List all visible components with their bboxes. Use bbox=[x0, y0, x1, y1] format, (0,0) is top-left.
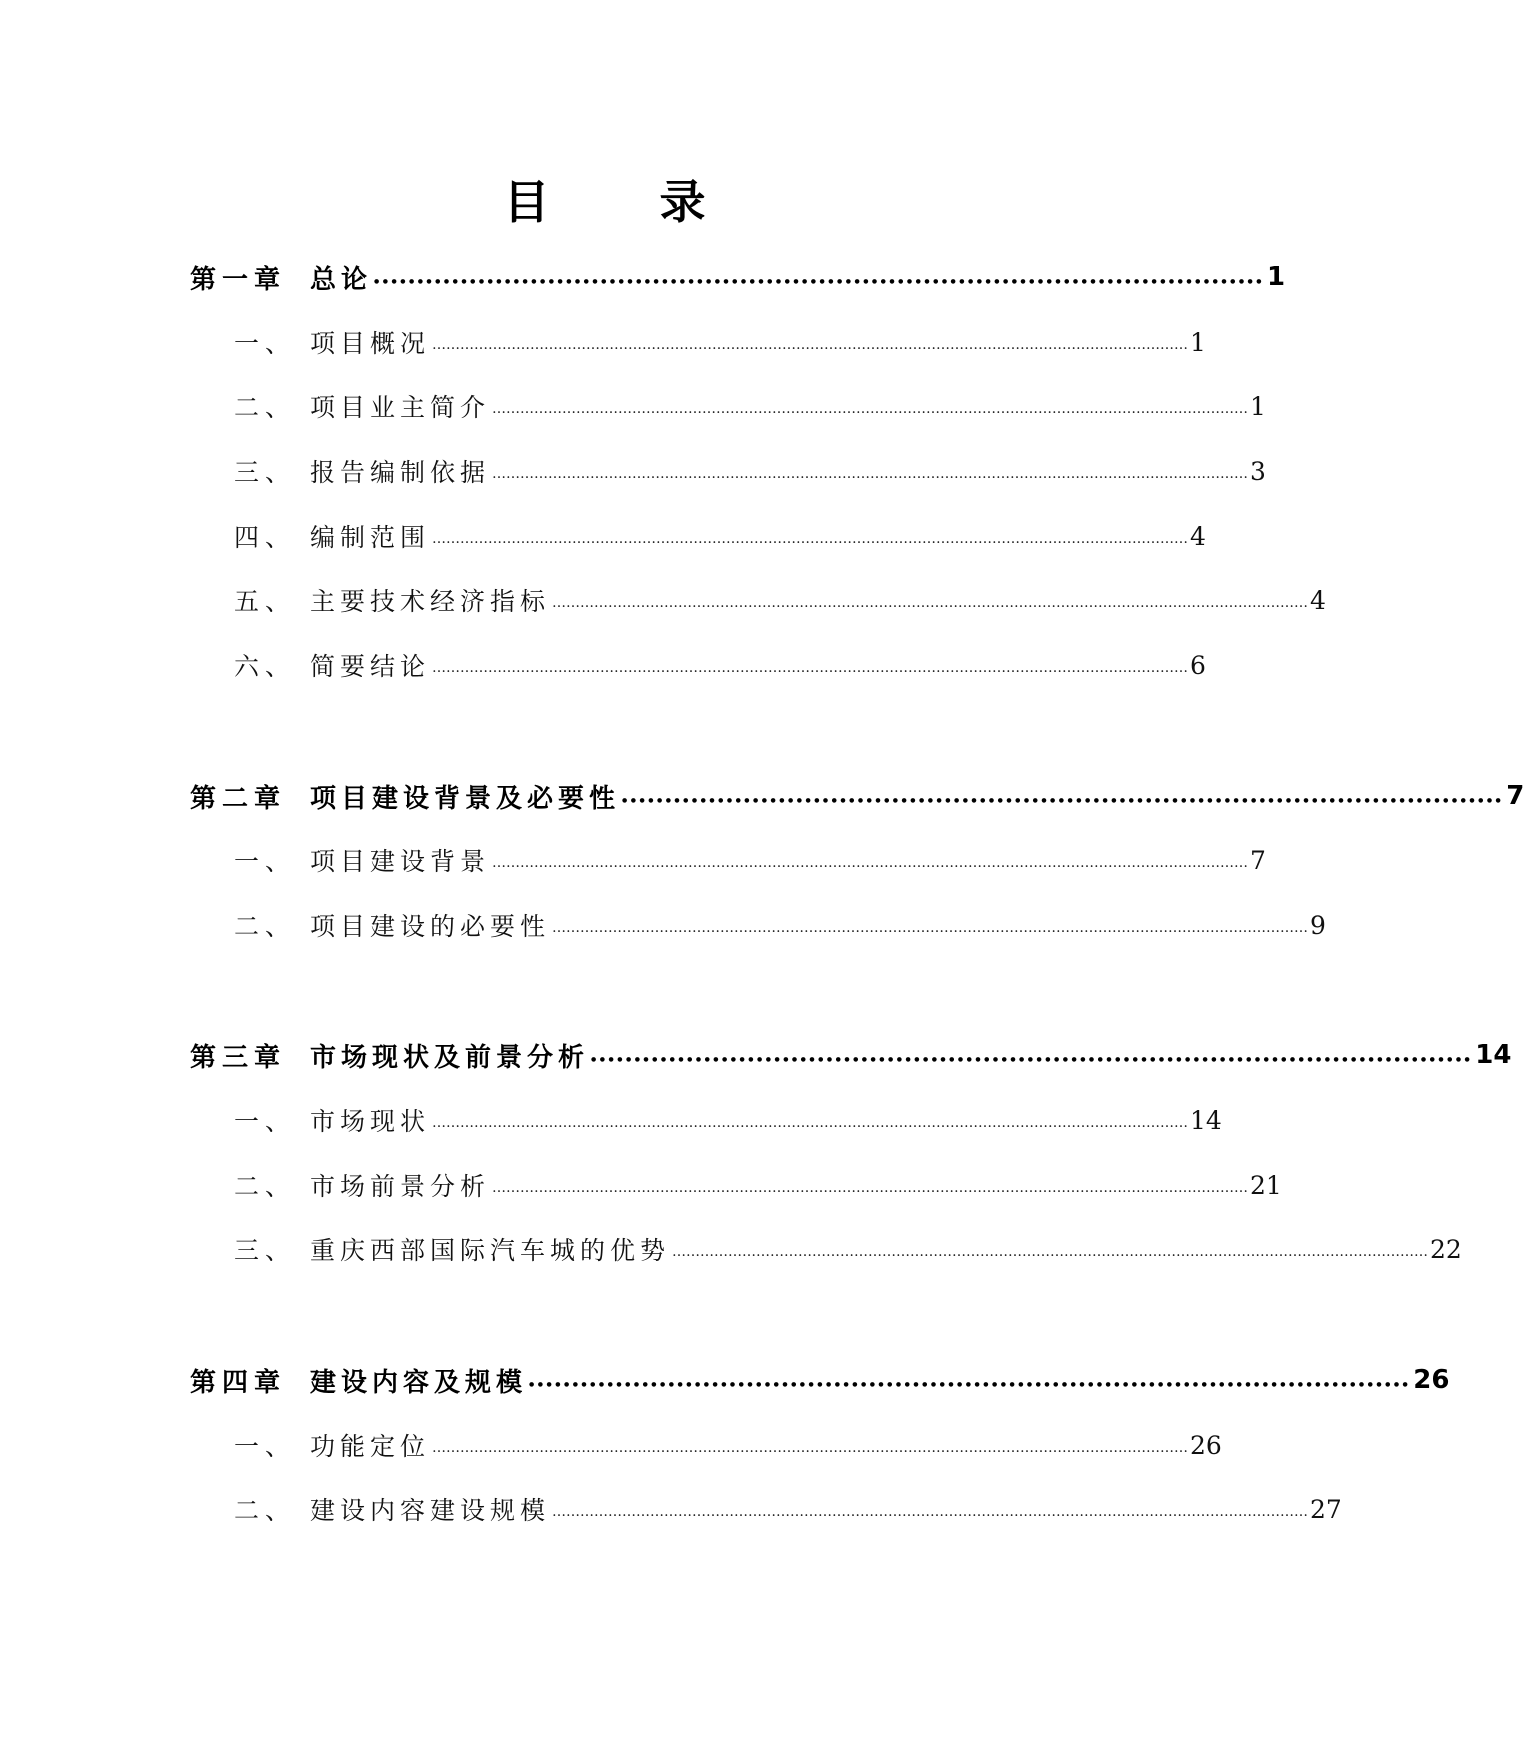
toc-chapter-2[interactable] bbox=[190, 776, 1524, 816]
toc-page-number: 27 bbox=[1310, 1494, 1342, 1524]
toc-section-3-1[interactable] bbox=[190, 1100, 1222, 1140]
toc-leader: ●●●●●●●●●●●●●●●●●●●●●●●●●●●●●●●●●●●●●●●●●●●●●●●●●●●●●●●●●●●●●●●●●●●●●●●●●●●●●●●●●●●●●●●●●●●●●●●●●●●●● bbox=[591, 1056, 1474, 1063]
toc-section-number: 五、 bbox=[234, 587, 297, 616]
toc-section-1-1[interactable] bbox=[190, 322, 1206, 362]
toc-chapter-title: 建设内容及规模 bbox=[310, 1367, 528, 1398]
toc-chapter-number: 第三章 bbox=[190, 1042, 287, 1073]
toc-page-number: 4 bbox=[1190, 521, 1206, 551]
toc-leader: ……………………………………………………………………………………………………………………………………………… bbox=[492, 401, 1249, 417]
toc-section-title: 主要技术经济指标 bbox=[310, 587, 551, 616]
toc-chapter-number: 第四章 bbox=[190, 1367, 287, 1398]
toc-chapter-number: 第一章 bbox=[190, 264, 287, 295]
toc-section-number: 一、 bbox=[234, 1107, 297, 1136]
toc-section-number: 二、 bbox=[234, 1172, 297, 1201]
toc-section-1-2[interactable] bbox=[190, 386, 1266, 426]
toc-section-title: 项目概况 bbox=[310, 329, 431, 358]
toc-leader: ……………………………………………………………………………………………………………………………………………… bbox=[552, 595, 1309, 611]
toc-page-number: 1 bbox=[1250, 391, 1266, 421]
toc-section-number: 二、 bbox=[234, 1496, 297, 1525]
toc-section-title: 项目建设的必要性 bbox=[310, 912, 551, 941]
toc-chapter-title: 项目建设背景及必要性 bbox=[310, 783, 621, 814]
toc-leader: ……………………………………………………………………………………………………………………………………………… bbox=[552, 1504, 1309, 1520]
toc-page-number: 9 bbox=[1310, 910, 1326, 940]
toc-section-title: 报告编制依据 bbox=[310, 458, 491, 487]
toc-section-4-1[interactable] bbox=[190, 1425, 1222, 1465]
toc-section-3-2[interactable] bbox=[190, 1165, 1282, 1205]
toc-section-1-3[interactable] bbox=[190, 451, 1266, 491]
toc-section-number: 一、 bbox=[234, 329, 297, 358]
toc-leader: ……………………………………………………………………………………………………………………………………………… bbox=[432, 531, 1189, 547]
toc-page-number: 4 bbox=[1310, 585, 1326, 615]
toc-page-number: 1 bbox=[1267, 262, 1286, 292]
toc-leader: ……………………………………………………………………………………………………………………………………………… bbox=[432, 1115, 1189, 1131]
toc-section-1-5[interactable] bbox=[190, 580, 1326, 620]
toc-page-number: 14 bbox=[1475, 1040, 1512, 1070]
toc-leader: ……………………………………………………………………………………………………………………………………………… bbox=[432, 337, 1189, 353]
toc-section-number: 一、 bbox=[234, 847, 297, 876]
toc-page-number: 3 bbox=[1250, 456, 1266, 486]
toc-chapter-1[interactable] bbox=[190, 257, 1286, 297]
toc-leader: ……………………………………………………………………………………………………………………………………………… bbox=[552, 920, 1309, 936]
toc-section-2-1[interactable] bbox=[190, 840, 1266, 880]
toc-page-number: 22 bbox=[1430, 1234, 1462, 1264]
toc-section-title: 市场现状 bbox=[310, 1107, 431, 1136]
toc-section-number: 二、 bbox=[234, 912, 297, 941]
toc-leader: ……………………………………………………………………………………………………………………………………………… bbox=[492, 855, 1249, 871]
toc-page-number: 7 bbox=[1250, 845, 1266, 875]
toc-section-4-2[interactable] bbox=[190, 1489, 1342, 1529]
toc-page-number: 14 bbox=[1190, 1105, 1222, 1135]
toc-section-title: 项目业主简介 bbox=[310, 393, 491, 422]
toc-section-title: 重庆西部国际汽车城的优势 bbox=[310, 1236, 671, 1265]
toc-chapter-4[interactable] bbox=[190, 1360, 1450, 1400]
toc-section-number: 二、 bbox=[234, 393, 297, 422]
toc-section-title: 建设内容建设规模 bbox=[310, 1496, 551, 1525]
toc-section-title: 市场前景分析 bbox=[310, 1172, 491, 1201]
toc-section-title: 编制范围 bbox=[310, 523, 431, 552]
toc-leader: ●●●●●●●●●●●●●●●●●●●●●●●●●●●●●●●●●●●●●●●●●●●●●●●●●●●●●●●●●●●●●●●●●●●●●●●●●●●●●●●●●●●●●●●●●●●●●●●●●●●●●● bbox=[374, 278, 1266, 285]
toc-chapter-title: 总论 bbox=[310, 264, 373, 295]
toc-section-3-3[interactable] bbox=[190, 1229, 1462, 1269]
toc-section-title: 功能定位 bbox=[310, 1432, 431, 1461]
toc-section-1-6[interactable] bbox=[190, 645, 1206, 685]
toc-section-1-4[interactable] bbox=[190, 516, 1206, 556]
toc-section-number: 四、 bbox=[234, 523, 297, 552]
toc-page-number: 7 bbox=[1506, 781, 1524, 811]
toc-section-number: 三、 bbox=[234, 458, 297, 487]
toc-chapter-3[interactable] bbox=[190, 1035, 1512, 1075]
toc-leader: ●●●●●●●●●●●●●●●●●●●●●●●●●●●●●●●●●●●●●●●●●●●●●●●●●●●●●●●●●●●●●●●●●●●●●●●●●●●●●●●●●●●●●●●●●●●●●●●●●●●●● bbox=[622, 797, 1505, 804]
toc-leader: ……………………………………………………………………………………………………………………………………………… bbox=[492, 1180, 1249, 1196]
toc-page-number: 21 bbox=[1250, 1170, 1282, 1200]
toc-leader: ●●●●●●●●●●●●●●●●●●●●●●●●●●●●●●●●●●●●●●●●●●●●●●●●●●●●●●●●●●●●●●●●●●●●●●●●●●●●●●●●●●●●●●●●●●●●●●●●●●●●● bbox=[529, 1381, 1412, 1388]
toc-section-number: 六、 bbox=[234, 652, 297, 681]
toc-leader: ……………………………………………………………………………………………………………………………………………… bbox=[432, 660, 1189, 676]
toc-leader: ……………………………………………………………………………………………………………………………………………… bbox=[672, 1244, 1429, 1260]
page-title: 目 录 bbox=[503, 175, 738, 229]
toc-section-number: 一、 bbox=[234, 1432, 297, 1461]
toc-page-number: 26 bbox=[1413, 1365, 1450, 1395]
toc-page-number: 26 bbox=[1190, 1430, 1222, 1460]
toc-section-2-2[interactable] bbox=[190, 905, 1326, 945]
toc-leader: ……………………………………………………………………………………………………………………………………………… bbox=[492, 466, 1249, 482]
toc-page-number: 1 bbox=[1190, 327, 1206, 357]
toc-section-title: 简要结论 bbox=[310, 652, 431, 681]
toc-chapter-number: 第二章 bbox=[190, 783, 287, 814]
toc-section-title: 项目建设背景 bbox=[310, 847, 491, 876]
toc-page-number: 6 bbox=[1190, 650, 1206, 680]
toc-section-number: 三、 bbox=[234, 1236, 297, 1265]
toc-chapter-title: 市场现状及前景分析 bbox=[310, 1042, 590, 1073]
toc-leader: ……………………………………………………………………………………………………………………………………………… bbox=[432, 1440, 1189, 1456]
